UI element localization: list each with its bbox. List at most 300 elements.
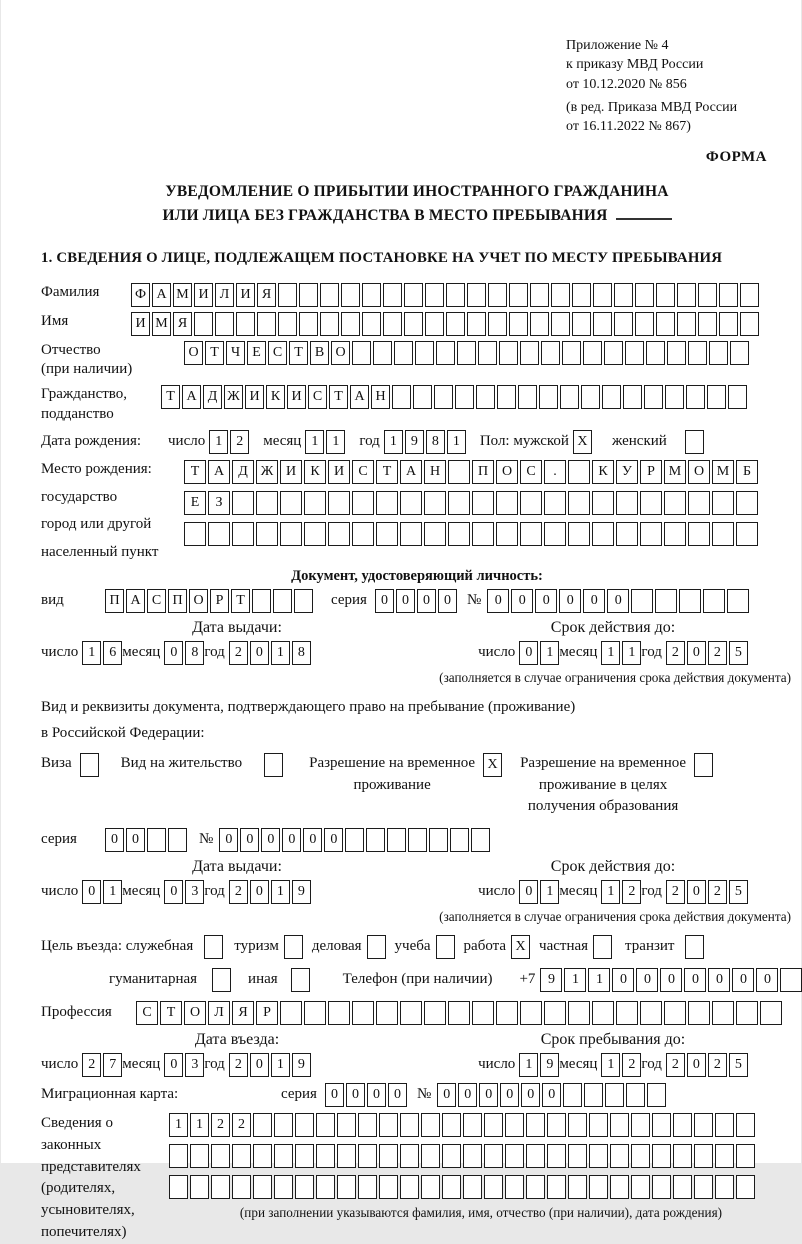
form-cell[interactable]: 1 [305, 430, 324, 454]
form-cell[interactable]: 0 [396, 589, 415, 613]
form-cell[interactable]: 0 [636, 968, 658, 992]
form-cell[interactable] [727, 589, 749, 613]
form-cell[interactable]: 9 [540, 1053, 559, 1077]
form-cell[interactable] [421, 1113, 440, 1137]
form-cell[interactable]: С [352, 460, 374, 484]
form-cell[interactable] [712, 522, 734, 546]
form-cell[interactable] [256, 491, 278, 515]
form-cell[interactable]: С [308, 385, 327, 409]
form-cell[interactable] [664, 1001, 686, 1025]
form-cell[interactable] [256, 522, 278, 546]
form-cell[interactable] [337, 1113, 356, 1137]
form-cell[interactable] [400, 1113, 419, 1137]
form-cell[interactable]: 1 [601, 641, 620, 665]
form-cell[interactable]: Н [371, 385, 390, 409]
form-cell[interactable] [467, 312, 486, 336]
form-cell[interactable]: 0 [219, 828, 238, 852]
form-cell[interactable]: 5 [729, 880, 748, 904]
form-cell[interactable] [614, 312, 633, 336]
form-cell[interactable] [736, 522, 758, 546]
form-cell[interactable]: Т [161, 385, 180, 409]
form-cell[interactable] [673, 1113, 692, 1137]
form-cell[interactable] [448, 491, 470, 515]
form-cell[interactable] [610, 1175, 629, 1199]
form-cell[interactable] [352, 1001, 374, 1025]
form-cell[interactable] [736, 1113, 755, 1137]
form-cell[interactable] [455, 385, 474, 409]
form-cell[interactable] [572, 312, 591, 336]
form-cell[interactable] [568, 1175, 587, 1199]
form-cell[interactable] [413, 385, 432, 409]
form-cell[interactable] [383, 283, 402, 307]
form-cell[interactable] [686, 385, 705, 409]
form-cell[interactable] [429, 828, 448, 852]
form-cell[interactable] [688, 522, 710, 546]
form-cell[interactable] [442, 1144, 461, 1168]
form-cell[interactable]: 0 [684, 968, 706, 992]
form-cell[interactable] [404, 312, 423, 336]
form-cell[interactable] [457, 341, 476, 365]
form-cell[interactable] [610, 1113, 629, 1137]
form-cell[interactable] [544, 522, 566, 546]
form-cell[interactable] [655, 589, 677, 613]
form-cell[interactable] [568, 460, 590, 484]
form-cell[interactable] [505, 1113, 524, 1137]
form-cell[interactable] [232, 522, 254, 546]
form-cell[interactable]: 2 [229, 880, 248, 904]
form-cell[interactable]: 0 [437, 1083, 456, 1107]
form-cell[interactable]: Ж [224, 385, 243, 409]
form-cell[interactable]: 1 [169, 1113, 188, 1137]
form-cell[interactable]: 0 [612, 968, 634, 992]
form-cell[interactable]: 0 [458, 1083, 477, 1107]
form-cell[interactable] [204, 935, 223, 959]
form-cell[interactable] [367, 935, 386, 959]
form-cell[interactable]: М [152, 312, 171, 336]
form-cell[interactable]: Е [184, 491, 206, 515]
form-cell[interactable] [147, 828, 166, 852]
form-cell[interactable]: 0 [375, 589, 394, 613]
form-cell[interactable]: 9 [292, 880, 311, 904]
form-cell[interactable] [592, 522, 614, 546]
form-cell[interactable] [184, 522, 206, 546]
form-cell[interactable] [358, 1175, 377, 1199]
form-cell[interactable]: 6 [103, 641, 122, 665]
form-cell[interactable] [616, 491, 638, 515]
form-cell[interactable] [294, 589, 313, 613]
form-cell[interactable] [656, 312, 675, 336]
form-cell[interactable] [337, 1144, 356, 1168]
form-cell[interactable] [497, 385, 516, 409]
form-cell[interactable]: 0 [521, 1083, 540, 1107]
form-cell[interactable]: 0 [583, 589, 605, 613]
form-cell[interactable] [484, 1175, 503, 1199]
form-cell[interactable]: 1 [271, 880, 290, 904]
form-cell[interactable] [664, 491, 686, 515]
form-cell[interactable]: 1 [622, 641, 641, 665]
form-cell[interactable] [604, 341, 623, 365]
form-cell[interactable] [387, 828, 406, 852]
form-cell[interactable] [698, 283, 717, 307]
form-cell[interactable]: Ж [256, 460, 278, 484]
form-cell[interactable]: 0 [240, 828, 259, 852]
form-cell[interactable] [291, 968, 310, 992]
form-cell[interactable] [652, 1175, 671, 1199]
form-cell[interactable] [703, 589, 725, 613]
form-cell[interactable] [719, 283, 738, 307]
form-cell[interactable] [640, 522, 662, 546]
form-cell[interactable] [547, 1175, 566, 1199]
form-cell[interactable]: Т [184, 460, 206, 484]
form-cell[interactable]: 2 [622, 1053, 641, 1077]
form-cell[interactable] [563, 1083, 582, 1107]
form-cell[interactable] [484, 1113, 503, 1137]
form-cell[interactable] [526, 1175, 545, 1199]
form-cell[interactable]: 0 [438, 589, 457, 613]
form-cell[interactable] [560, 385, 579, 409]
form-cell[interactable]: 0 [388, 1083, 407, 1107]
form-cell[interactable] [421, 1175, 440, 1199]
form-cell[interactable] [476, 385, 495, 409]
form-cell[interactable] [688, 491, 710, 515]
form-cell[interactable] [448, 460, 470, 484]
form-cell[interactable]: 0 [250, 1053, 269, 1077]
form-cell[interactable] [436, 935, 455, 959]
form-cell[interactable] [304, 1001, 326, 1025]
form-cell[interactable]: 2 [229, 641, 248, 665]
form-cell[interactable]: Я [257, 283, 276, 307]
form-cell[interactable] [408, 828, 427, 852]
form-cell[interactable]: X [483, 753, 502, 777]
form-cell[interactable]: 0 [417, 589, 436, 613]
form-cell[interactable] [425, 312, 444, 336]
form-cell[interactable] [673, 1144, 692, 1168]
form-cell[interactable]: Я [232, 1001, 254, 1025]
form-cell[interactable] [530, 283, 549, 307]
form-cell[interactable] [551, 283, 570, 307]
form-cell[interactable]: 0 [607, 589, 629, 613]
form-cell[interactable] [551, 312, 570, 336]
form-cell[interactable]: 1 [601, 880, 620, 904]
form-cell[interactable] [740, 283, 759, 307]
form-cell[interactable] [400, 1001, 422, 1025]
form-cell[interactable]: Т [289, 341, 308, 365]
form-cell[interactable]: 0 [687, 1053, 706, 1077]
form-cell[interactable]: А [182, 385, 201, 409]
form-cell[interactable] [190, 1175, 209, 1199]
form-cell[interactable]: 1 [564, 968, 586, 992]
form-cell[interactable] [568, 1144, 587, 1168]
form-cell[interactable] [253, 1175, 272, 1199]
form-cell[interactable] [707, 385, 726, 409]
form-cell[interactable] [530, 312, 549, 336]
form-cell[interactable]: А [208, 460, 230, 484]
form-cell[interactable] [518, 385, 537, 409]
form-cell[interactable]: 1 [271, 1053, 290, 1077]
form-cell[interactable]: С [147, 589, 166, 613]
form-cell[interactable] [614, 283, 633, 307]
form-cell[interactable]: 0 [367, 1083, 386, 1107]
form-cell[interactable] [400, 1144, 419, 1168]
form-cell[interactable] [284, 935, 303, 959]
form-cell[interactable]: 9 [540, 968, 562, 992]
form-cell[interactable] [304, 522, 326, 546]
form-cell[interactable] [280, 522, 302, 546]
form-cell[interactable]: 1 [82, 641, 101, 665]
form-cell[interactable]: В [310, 341, 329, 365]
form-cell[interactable] [631, 1144, 650, 1168]
form-cell[interactable]: М [712, 460, 734, 484]
form-cell[interactable]: 7 [103, 1053, 122, 1077]
form-cell[interactable] [362, 312, 381, 336]
form-cell[interactable] [520, 522, 542, 546]
form-cell[interactable]: 1 [588, 968, 610, 992]
form-cell[interactable] [424, 522, 446, 546]
form-cell[interactable] [484, 1144, 503, 1168]
form-cell[interactable]: 0 [346, 1083, 365, 1107]
form-cell[interactable] [373, 341, 392, 365]
form-cell[interactable]: Т [329, 385, 348, 409]
form-cell[interactable] [394, 341, 413, 365]
form-cell[interactable] [568, 1001, 590, 1025]
form-cell[interactable] [415, 341, 434, 365]
form-cell[interactable] [337, 1175, 356, 1199]
form-cell[interactable] [640, 1001, 662, 1025]
form-cell[interactable]: 2 [211, 1113, 230, 1137]
form-cell[interactable] [358, 1144, 377, 1168]
form-cell[interactable]: 1 [540, 641, 559, 665]
form-cell[interactable] [208, 522, 230, 546]
form-cell[interactable] [232, 491, 254, 515]
form-cell[interactable]: 2 [708, 880, 727, 904]
form-cell[interactable]: А [400, 460, 422, 484]
form-cell[interactable] [605, 1083, 624, 1107]
form-cell[interactable] [526, 1113, 545, 1137]
form-cell[interactable] [400, 491, 422, 515]
form-cell[interactable]: У [616, 460, 638, 484]
form-cell[interactable] [341, 283, 360, 307]
form-cell[interactable] [446, 283, 465, 307]
form-cell[interactable]: 0 [324, 828, 343, 852]
form-cell[interactable]: 0 [126, 828, 145, 852]
form-cell[interactable] [299, 312, 318, 336]
form-cell[interactable]: 1 [209, 430, 228, 454]
form-cell[interactable]: 0 [487, 589, 509, 613]
form-cell[interactable] [589, 1175, 608, 1199]
form-cell[interactable] [520, 491, 542, 515]
form-cell[interactable] [667, 341, 686, 365]
form-cell[interactable]: К [304, 460, 326, 484]
form-cell[interactable] [190, 1144, 209, 1168]
form-cell[interactable] [625, 341, 644, 365]
form-cell[interactable] [709, 341, 728, 365]
form-cell[interactable]: С [520, 460, 542, 484]
form-cell[interactable] [379, 1175, 398, 1199]
form-cell[interactable] [616, 522, 638, 546]
form-cell[interactable] [673, 1175, 692, 1199]
form-cell[interactable]: А [126, 589, 145, 613]
form-cell[interactable]: 0 [535, 589, 557, 613]
form-cell[interactable] [264, 753, 283, 777]
form-cell[interactable] [362, 283, 381, 307]
form-cell[interactable] [631, 1113, 650, 1137]
form-cell[interactable]: 1 [447, 430, 466, 454]
form-cell[interactable] [280, 1001, 302, 1025]
form-cell[interactable] [592, 1001, 614, 1025]
form-cell[interactable] [694, 1175, 713, 1199]
form-cell[interactable] [712, 1001, 734, 1025]
form-cell[interactable] [328, 1001, 350, 1025]
form-cell[interactable] [304, 491, 326, 515]
form-cell[interactable]: П [472, 460, 494, 484]
form-cell[interactable] [568, 522, 590, 546]
form-cell[interactable] [295, 1175, 314, 1199]
form-cell[interactable]: 2 [230, 430, 249, 454]
form-cell[interactable] [472, 522, 494, 546]
form-cell[interactable]: 2 [82, 1053, 101, 1077]
form-cell[interactable]: 2 [666, 880, 685, 904]
form-cell[interactable]: И [131, 312, 150, 336]
form-cell[interactable]: И [328, 460, 350, 484]
form-cell[interactable] [544, 491, 566, 515]
form-cell[interactable] [488, 283, 507, 307]
form-cell[interactable] [496, 1001, 518, 1025]
form-cell[interactable] [442, 1175, 461, 1199]
form-cell[interactable] [499, 341, 518, 365]
form-cell[interactable]: 0 [756, 968, 778, 992]
form-cell[interactable] [736, 1175, 755, 1199]
form-cell[interactable] [328, 522, 350, 546]
form-cell[interactable] [450, 828, 469, 852]
form-cell[interactable] [194, 312, 213, 336]
form-cell[interactable]: М [173, 283, 192, 307]
form-cell[interactable]: И [280, 460, 302, 484]
form-cell[interactable] [274, 1113, 293, 1137]
form-cell[interactable]: 3 [185, 1053, 204, 1077]
form-cell[interactable] [442, 1113, 461, 1137]
form-cell[interactable]: 5 [729, 1053, 748, 1077]
form-cell[interactable] [376, 522, 398, 546]
form-cell[interactable] [463, 1175, 482, 1199]
form-cell[interactable] [379, 1144, 398, 1168]
form-cell[interactable] [694, 1113, 713, 1137]
form-cell[interactable] [688, 341, 707, 365]
form-cell[interactable] [253, 1144, 272, 1168]
form-cell[interactable] [274, 1144, 293, 1168]
form-cell[interactable] [547, 1113, 566, 1137]
form-cell[interactable]: X [511, 935, 530, 959]
form-cell[interactable]: И [245, 385, 264, 409]
form-cell[interactable]: 1 [540, 880, 559, 904]
form-cell[interactable]: 0 [164, 1053, 183, 1077]
form-cell[interactable] [316, 1175, 335, 1199]
form-cell[interactable] [589, 1144, 608, 1168]
form-cell[interactable] [295, 1144, 314, 1168]
form-cell[interactable]: 0 [687, 880, 706, 904]
form-cell[interactable] [424, 491, 446, 515]
form-cell[interactable] [463, 1144, 482, 1168]
form-cell[interactable] [463, 1113, 482, 1137]
form-cell[interactable]: 2 [622, 880, 641, 904]
form-cell[interactable] [593, 283, 612, 307]
form-cell[interactable]: 0 [660, 968, 682, 992]
form-cell[interactable] [425, 283, 444, 307]
form-cell[interactable] [685, 935, 704, 959]
form-cell[interactable] [257, 312, 276, 336]
form-cell[interactable]: С [136, 1001, 158, 1025]
form-cell[interactable]: Б [736, 460, 758, 484]
form-cell[interactable]: Р [256, 1001, 278, 1025]
form-cell[interactable]: 0 [261, 828, 280, 852]
form-cell[interactable]: А [152, 283, 171, 307]
form-cell[interactable]: Л [215, 283, 234, 307]
form-cell[interactable]: 3 [185, 880, 204, 904]
form-cell[interactable] [424, 1001, 446, 1025]
form-cell[interactable]: 0 [732, 968, 754, 992]
form-cell[interactable]: З [208, 491, 230, 515]
form-cell[interactable]: Е [247, 341, 266, 365]
form-cell[interactable]: С [268, 341, 287, 365]
form-cell[interactable] [379, 1113, 398, 1137]
form-cell[interactable]: 1 [601, 1053, 620, 1077]
form-cell[interactable] [295, 1113, 314, 1137]
form-cell[interactable] [496, 491, 518, 515]
form-cell[interactable]: 9 [292, 1053, 311, 1077]
form-cell[interactable]: А [350, 385, 369, 409]
form-cell[interactable]: О [189, 589, 208, 613]
form-cell[interactable]: X [573, 430, 592, 454]
form-cell[interactable]: 0 [105, 828, 124, 852]
form-cell[interactable] [631, 589, 653, 613]
form-cell[interactable]: 5 [729, 641, 748, 665]
form-cell[interactable] [467, 283, 486, 307]
form-cell[interactable]: Ч [226, 341, 245, 365]
form-cell[interactable]: 0 [511, 589, 533, 613]
form-cell[interactable] [520, 1001, 542, 1025]
form-cell[interactable] [352, 341, 371, 365]
form-cell[interactable] [694, 753, 713, 777]
form-cell[interactable] [421, 1144, 440, 1168]
form-cell[interactable] [635, 312, 654, 336]
form-cell[interactable] [345, 828, 364, 852]
form-cell[interactable] [635, 283, 654, 307]
form-cell[interactable] [253, 1113, 272, 1137]
form-cell[interactable]: О [496, 460, 518, 484]
form-cell[interactable]: К [266, 385, 285, 409]
form-cell[interactable] [644, 385, 663, 409]
form-cell[interactable] [593, 935, 612, 959]
form-cell[interactable] [698, 312, 717, 336]
form-cell[interactable] [526, 1144, 545, 1168]
form-cell[interactable]: Ф [131, 283, 150, 307]
form-cell[interactable] [320, 283, 339, 307]
form-cell[interactable] [547, 1144, 566, 1168]
form-cell[interactable]: П [168, 589, 187, 613]
form-cell[interactable] [631, 1175, 650, 1199]
form-cell[interactable]: 0 [479, 1083, 498, 1107]
form-cell[interactable] [626, 1083, 645, 1107]
form-cell[interactable] [211, 1144, 230, 1168]
form-cell[interactable] [740, 312, 759, 336]
form-cell[interactable]: К [592, 460, 614, 484]
form-cell[interactable] [581, 385, 600, 409]
form-cell[interactable]: 2 [229, 1053, 248, 1077]
form-cell[interactable] [688, 1001, 710, 1025]
form-cell[interactable] [400, 522, 422, 546]
form-cell[interactable] [168, 828, 187, 852]
form-cell[interactable]: Р [210, 589, 229, 613]
form-cell[interactable] [505, 1144, 524, 1168]
